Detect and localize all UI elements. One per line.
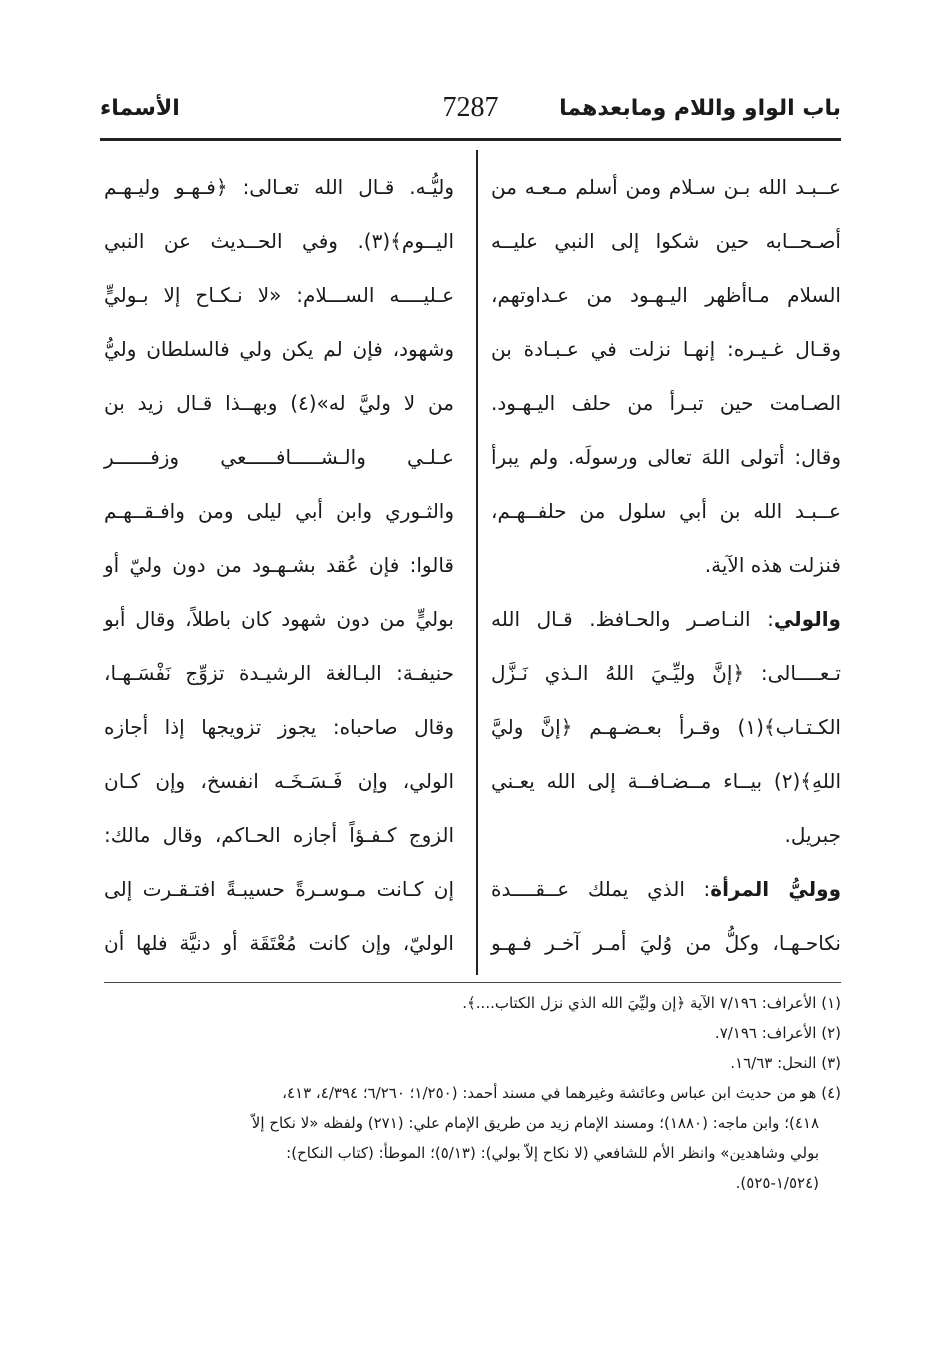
text-line: قالوا: فإن عُقد بشـهـود من دون وليّ أو	[104, 553, 454, 577]
footnotes	[104, 988, 841, 1198]
footnote-continuation: بولي وشاهدين» وانظر الأم للشافعي (لا نكاح إلاّ بولي): (٥/١٣)؛ الموطأ: (كتاب النكاح):	[286, 1144, 819, 1162]
text-line: السلام مـاأظهر اليـهـود من عـداوتهم،	[491, 283, 841, 307]
text-line: ووليُّ المرأة: الذي يملك عــقــــدة	[491, 877, 841, 901]
text-line: وليُّـه. قـال الله تعـالى: ﴿فـهـو وليـهـم	[104, 175, 454, 199]
text-line: الصـامت حين تبـرأ من حلف اليـهـود.	[491, 391, 841, 415]
text-line: والولي: النـاصـر والحـافظ. قـال الله	[491, 607, 841, 631]
footnote-rule	[104, 982, 841, 983]
page-number: 7287	[442, 92, 499, 123]
text-line: فنزلت هذه الآية.	[704, 553, 841, 577]
text-line: وشهود، فإن لم يكن ولي فالسلطان وليُّ	[104, 337, 454, 361]
text-line: جبريل.	[784, 823, 841, 847]
column-divider	[476, 150, 478, 975]
footnote-continuation: (١/٥٢٤-٥٢٥).	[735, 1174, 819, 1192]
defined-term: والولي	[773, 607, 841, 631]
text-line: اللهِ﴾(٢) بيــاء مــضـافــة إلى الله يعـني	[491, 769, 841, 793]
footnote: (٢) الأعراف: ٧/١٩٦.	[714, 1024, 841, 1042]
left-column	[104, 160, 454, 970]
text-line: إن كـانت مـوسـرةً حسيبـةً افتـقـرت إلى	[104, 877, 454, 901]
footnote: (٣) النحل: ١٦/٦٣.	[730, 1054, 841, 1072]
footnote: (٤) هو من حديث ابن عباس وعائشة وغيرهما في مسند أحمد: (١/٢٥٠؛ ٦/٢٦٠؛ ٤/٣٩٤، ٤١٣،	[282, 1084, 841, 1102]
text-line: وقـال غـيـره: إنهـا نزلت في عـبـادة بن	[491, 337, 841, 361]
text-line: الوليّ، وإن كانت مُعْتَقَة أو دنيَّة فلها أن	[104, 931, 454, 955]
text-line: والثـوري وابن أبي ليلى ومن وافـقــهـم	[104, 499, 454, 523]
text-line: تـعــــالى: ﴿إنَّ وليِّـيَ اللهُ الـذي نَـزَّل	[491, 661, 841, 685]
footnote: (١) الأعراف: ٧/١٩٦ الآية ﴿إن وليِّيَ الله الذي نزل الكتاب....﴾.	[462, 994, 841, 1012]
footnote-continuation: ٤١٨)؛ وابن ماجه: (١٨٨٠)؛ ومسند الإمام زيد من طريق الإمام علي: (٢٧١) ولفظه «لا نكاح إلاّ	[251, 1114, 819, 1132]
text-line: عــبـد الله بن أبي سلول من حلفــهـم،	[491, 499, 841, 523]
text-line: بوليٍّ من دون شهود كان باطلاً، وقال أبو	[104, 607, 454, 631]
text-line: عـليــــه الســـلام: «لا نـكـاح إلا بـوليٍّ	[104, 283, 454, 307]
text-line: الكـتـاب﴾(١) وقـرأ بعـضـهـم ﴿إنَّ وليَّ	[491, 715, 841, 739]
text-line: عـلـي والـشـــــافـــــعي وزفــــــر	[104, 445, 454, 469]
text-line: من لا وليَّ له»(٤) وبهــذا قـال زيد بن	[104, 391, 454, 415]
text-line: وقال صاحباه: يجوز تزويجها إذا أجازه	[104, 715, 454, 739]
section-title: الأسماء	[100, 96, 180, 121]
text-line: حنيفـة: البـالغة الرشيـدة تزوِّج نَفْسَـهـا،	[104, 661, 454, 685]
text-line: نكاحـهـا، وكلُّ من وُليَ أمـر آخـر فـهـو	[491, 931, 841, 955]
page-header	[100, 92, 841, 132]
text-line: الولي، وإن فَـسَـخَـه انفسخ، وإن كـان	[104, 769, 454, 793]
defined-term: ووليُّ المرأة	[710, 877, 841, 901]
text-line: وقال: أتولى اللهَ تعالى ورسولَه. ولم يبرأ	[491, 445, 841, 469]
text-line: عــبـد الله بـن سـلام ومن أسلم مـعـه من	[491, 175, 841, 199]
right-column	[491, 160, 841, 970]
text-line: اليــوم﴾(٣). وفي الحــديث عن النبي	[104, 229, 454, 253]
chapter-title: باب الواو واللام ومابعدهما	[559, 96, 841, 121]
text-line: الزوج كـفـؤاً أجازه الحـاكم، وقال مالك:	[104, 823, 454, 847]
text-line: أصـحــابه حين شكوا إلى النبي عليــه	[491, 229, 841, 253]
header-rule	[100, 138, 841, 141]
